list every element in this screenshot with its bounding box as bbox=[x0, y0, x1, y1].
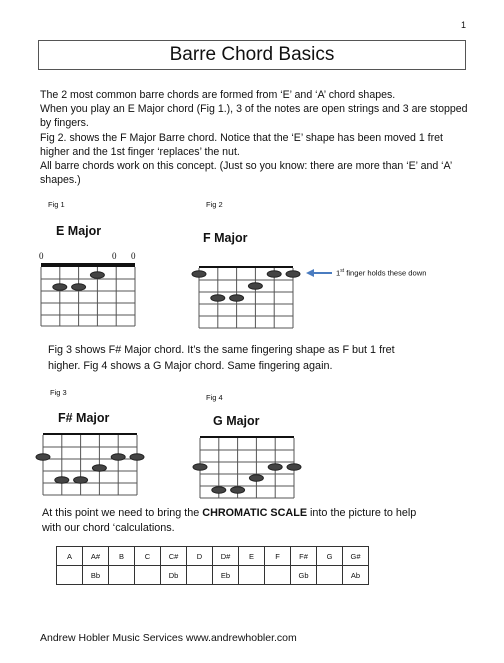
paragraph-line: higher. Fig 4 shows a G Major chord. Same fingering again. bbox=[48, 360, 333, 372]
note-cell: Eb bbox=[213, 566, 239, 585]
finger-dot bbox=[267, 271, 281, 278]
fig1-chord-diagram bbox=[41, 263, 141, 328]
note-cell: F bbox=[265, 547, 291, 566]
paragraph-line: Fig 3 shows F# Major chord. It’s the same fingering shape as F but 1 fret bbox=[48, 344, 395, 356]
note-cell: Bb bbox=[83, 566, 109, 585]
page-footer: Andrew Hobler Music Services www.andrewhobler.com bbox=[40, 632, 297, 644]
intro-text bbox=[40, 88, 470, 187]
note-cell: G bbox=[317, 547, 343, 566]
fig2-label: Fig 2 bbox=[206, 200, 223, 209]
finger-dot bbox=[193, 464, 207, 471]
paragraph-2 bbox=[48, 342, 458, 374]
paragraph-line bbox=[42, 506, 472, 521]
finger-dot bbox=[55, 477, 69, 484]
annotation-number: 1 bbox=[336, 268, 341, 278]
finger-dot bbox=[74, 477, 88, 484]
page-number: 1 bbox=[460, 20, 466, 30]
note-cell: B bbox=[109, 547, 135, 566]
annotation-sup: st bbox=[340, 268, 345, 274]
paragraph-line: with our chord ‘calculations. bbox=[42, 522, 175, 534]
note-cell: D# bbox=[213, 547, 239, 566]
finger-dot bbox=[231, 487, 245, 494]
paragraph-text: into the picture to help bbox=[307, 507, 417, 519]
note-cell bbox=[317, 566, 343, 585]
finger-dot bbox=[287, 464, 301, 471]
finger-dot bbox=[130, 454, 144, 461]
finger-dot bbox=[36, 454, 50, 461]
open-string-mark: 0 bbox=[112, 251, 117, 261]
fig1-label: Fig 1 bbox=[48, 200, 65, 209]
fig2-chord-name: F Major bbox=[203, 231, 248, 245]
note-cell bbox=[265, 566, 291, 585]
note-cell bbox=[57, 566, 83, 585]
note-cell: G# bbox=[343, 547, 369, 566]
open-string-mark: 0 bbox=[39, 251, 44, 261]
chromatic-scale-table bbox=[56, 546, 369, 585]
fig4-label: Fig 4 bbox=[206, 393, 223, 402]
chromatic-scale-emphasis: CHROMATIC SCALE bbox=[202, 507, 308, 519]
note-cell: Ab bbox=[343, 566, 369, 585]
note-cell: E bbox=[239, 547, 265, 566]
note-cell: Db bbox=[161, 566, 187, 585]
fig2-annotation bbox=[336, 268, 426, 278]
note-cell: C bbox=[135, 547, 161, 566]
note-cell: F# bbox=[291, 547, 317, 566]
fig3-label: Fig 3 bbox=[50, 388, 67, 397]
page-title: Barre Chord Basics bbox=[38, 40, 466, 70]
finger-dot bbox=[286, 271, 300, 278]
note-cell: A# bbox=[83, 547, 109, 566]
intro-line: All barre chords work on this concept. (Just so you know: there are more than ‘E’ and ‘A’ shapes.) bbox=[40, 160, 452, 187]
finger-dot bbox=[72, 284, 86, 291]
table-row bbox=[57, 566, 369, 585]
arrow-icon bbox=[306, 268, 332, 278]
intro-line: The 2 most common barre chords are formed from ‘E’ and ‘A’ chord shapes. bbox=[40, 89, 396, 101]
paragraph-3 bbox=[42, 506, 472, 536]
fig3-chord-diagram bbox=[43, 433, 143, 498]
note-cell: A bbox=[57, 547, 83, 566]
table-row bbox=[57, 547, 369, 566]
finger-dot bbox=[212, 487, 226, 494]
fig3-chord-name: F# Major bbox=[58, 411, 110, 425]
note-cell: C# bbox=[161, 547, 187, 566]
finger-dot bbox=[90, 272, 104, 279]
finger-dot bbox=[230, 295, 244, 302]
annotation-text: finger holds these down bbox=[344, 268, 427, 278]
note-cell: Gb bbox=[291, 566, 317, 585]
paragraph-text: At this point we need to bring the bbox=[42, 507, 203, 519]
finger-dot bbox=[249, 475, 263, 482]
fig1-chord-name: E Major bbox=[56, 224, 102, 238]
fig4-chord-diagram bbox=[200, 436, 300, 501]
intro-line: When you play an E Major chord (Fig 1.), 3 of the notes are open strings and 3 are stopped by fingers. bbox=[40, 103, 468, 130]
note-cell bbox=[187, 566, 213, 585]
finger-dot bbox=[111, 454, 125, 461]
finger-dot bbox=[211, 295, 225, 302]
finger-dot bbox=[248, 283, 262, 290]
fig4-chord-name: G Major bbox=[213, 414, 260, 428]
note-cell: D bbox=[187, 547, 213, 566]
open-string-mark: 0 bbox=[131, 251, 136, 261]
fig2-chord-diagram bbox=[199, 266, 299, 331]
finger-dot bbox=[192, 271, 206, 278]
finger-dot bbox=[53, 284, 67, 291]
intro-line: Fig 2. shows the F Major Barre chord. Notice that the ‘E’ shape has been moved 1 fret higher and the 1st finger ‘replaces’ the nut. bbox=[40, 131, 443, 158]
note-cell bbox=[109, 566, 135, 585]
finger-dot bbox=[92, 465, 106, 472]
note-cell bbox=[239, 566, 265, 585]
finger-dot bbox=[268, 464, 282, 471]
note-cell bbox=[135, 566, 161, 585]
